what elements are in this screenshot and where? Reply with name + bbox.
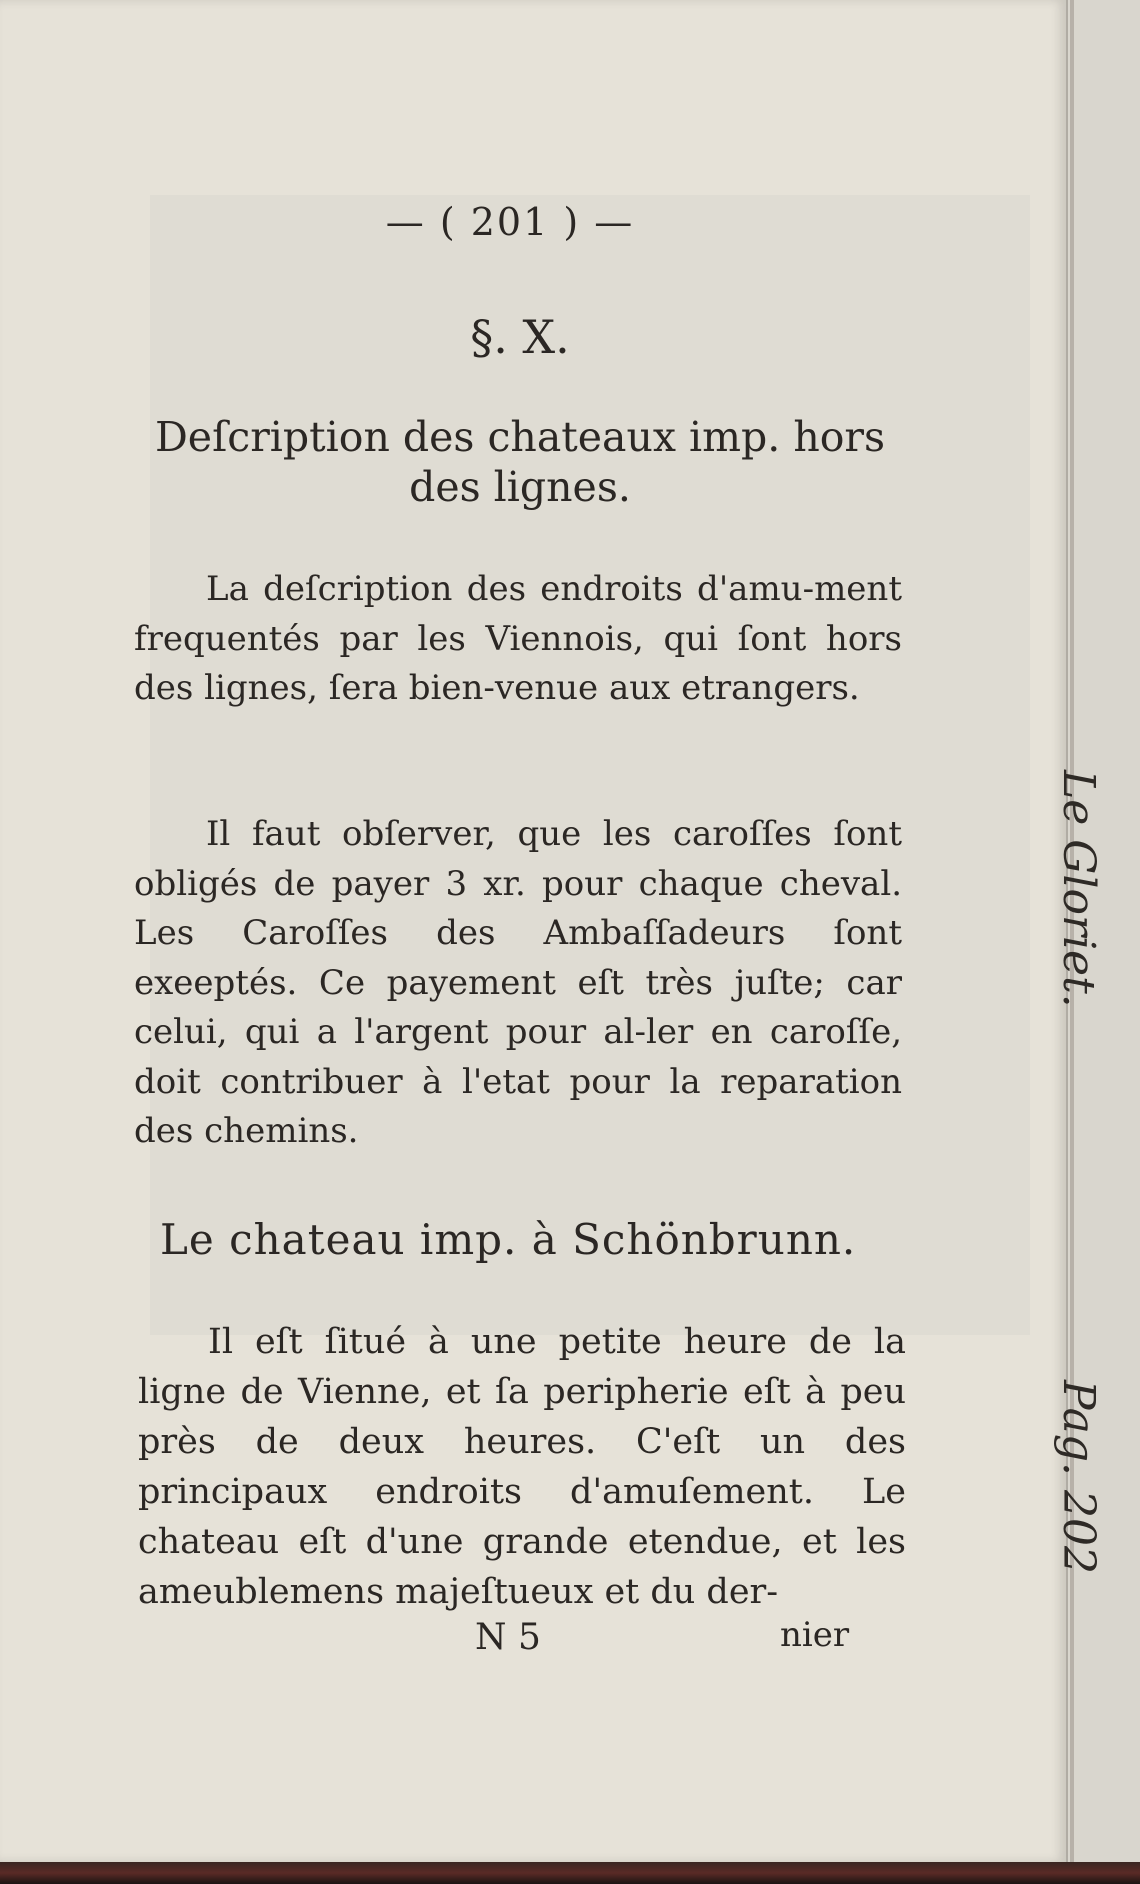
paragraph-schonbrunn: Il eſt ſitué à une petite heure de la ligne de Vienne, et ſa peripherie eſt à peu près de deux heures. C'eſt un des principaux endroits d'amuſement. Le chateau eſt d'une grande etendue, et les ameublemens majeſtueux et du der- (138, 1322, 906, 1612)
paragraph-intro: La deſcription des endroits d'amu-ment frequentés par les Viennois, qui ſont hors des lignes, ſera bien-venue aux etrangers. (134, 569, 902, 708)
show-through-shadow (150, 195, 1030, 1335)
plate-caption-top: Le Gloriet. (1053, 770, 1104, 1008)
page-header: — ( 201 ) — (385, 200, 635, 244)
section-title: Deſcription des chateaux imp. hors des lignes. (154, 413, 886, 511)
section-number: §. X. (470, 310, 570, 364)
paragraph-toll: Il faut obſerver, que les caroſſes ſont obligés de payer 3 xr. pour chaque cheval. Les Caroſſes des Ambaſſadeurs ſont exeeptés. Ce payement eſt très juſte; car celui, qui a l'argent pour al-ler en caroſſe, doit contribuer à l'etat pour la reparation des chemins. (134, 814, 902, 1151)
signature-mark: N 5 (475, 1617, 541, 1658)
plate-caption-bottom: Pag. 202 (1053, 1380, 1104, 1574)
catchword: nier (780, 1615, 850, 1655)
subheading: Le chateau imp. à Schönbrunn. (160, 1215, 857, 1264)
binding-edge (0, 1862, 1140, 1884)
